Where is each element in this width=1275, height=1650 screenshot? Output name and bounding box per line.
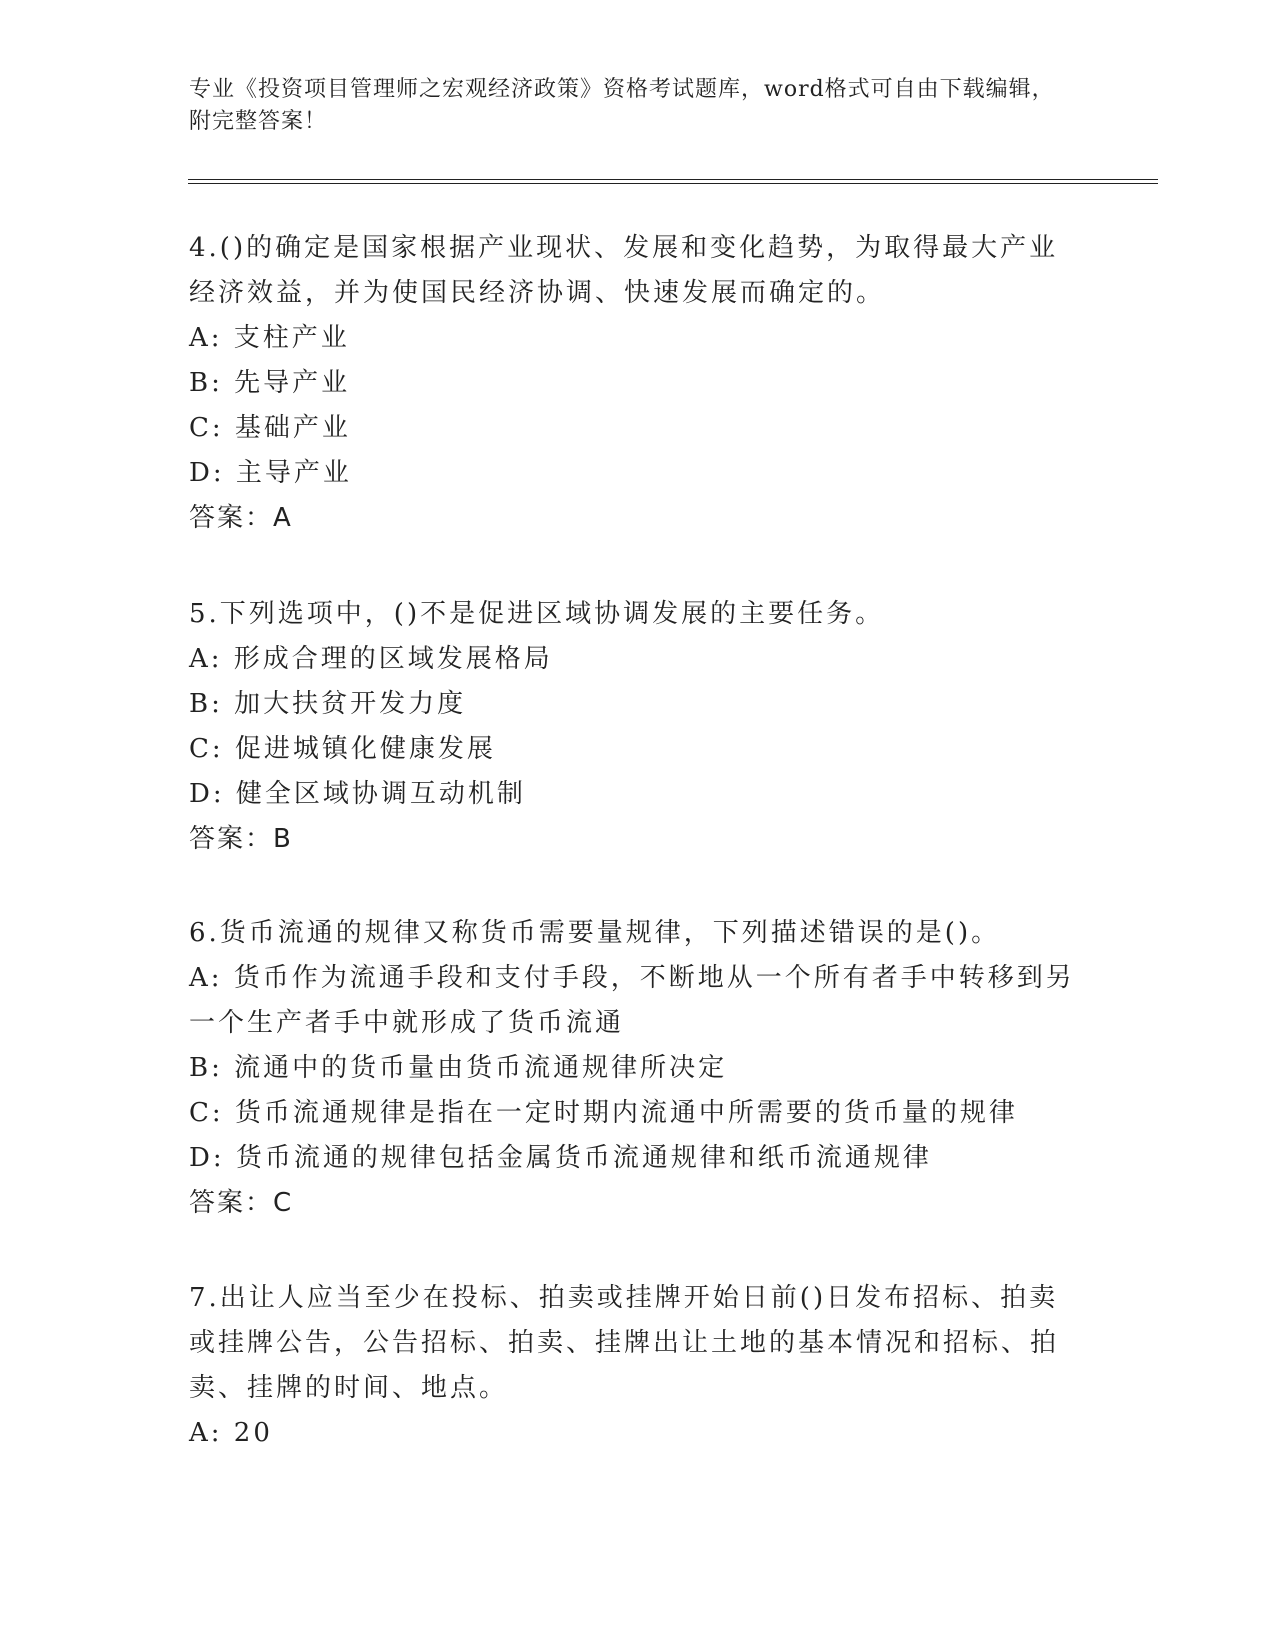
answer-label: 答案：B: [189, 824, 293, 854]
question-stem: 5.下列选项中，()不是促进区域协调发展的主要任务。: [189, 599, 885, 629]
option-b: B: 加大扶贫开发力度: [189, 689, 467, 719]
option-a: A: 20: [189, 1418, 273, 1448]
option-c: C: 基础产业: [189, 413, 351, 443]
option-b: B: 先导产业: [189, 368, 351, 398]
answer-label: 答案：C: [189, 1188, 294, 1218]
question-stem: 4.()的确定是国家根据产业现状、发展和变化趋势，为取得最大产业经济效益，并为使国民经济协调、快速发展而确定的。: [189, 233, 1059, 308]
option-c: C: 促进城镇化健康发展: [189, 734, 496, 764]
question-6: [189, 911, 1079, 1226]
header-text: 专业《投资项目管理师之宏观经济政策》资格考试题库，word格式可自由下载编辑，附完整答案！: [189, 77, 1055, 134]
question-7: [189, 1276, 1079, 1456]
question-4: [189, 226, 1079, 541]
option-a: A: 货币作为流通手段和支付手段，不断地从一个所有者手中转移到另一个生产者手中就形成了货币流通: [189, 963, 1075, 1038]
document-header: [189, 74, 1069, 138]
option-d: D: 货币流通的规律包括金属货币流通规律和纸币流通规律: [189, 1143, 932, 1173]
option-d: D: 健全区域协调互动机制: [189, 779, 526, 809]
question-stem: 7.出让人应当至少在投标、拍卖或挂牌开始日前()日发布招标、拍卖或挂牌公告，公告招标、拍卖、挂牌出让土地的基本情况和招标、拍卖、挂牌的时间、地点。: [189, 1283, 1060, 1403]
header-divider-top: [188, 179, 1158, 180]
header-divider-bottom: [188, 183, 1158, 184]
question-stem: 6.货币流通的规律又称货币需要量规律，下列描述错误的是()。: [189, 918, 1001, 948]
option-a: A: 支柱产业: [189, 323, 350, 353]
question-5: [189, 592, 1079, 862]
option-c: C: 货币流通规律是指在一定时期内流通中所需要的货币量的规律: [189, 1098, 1018, 1128]
option-a: A: 形成合理的区域发展格局: [189, 644, 553, 674]
answer-label: 答案：A: [189, 503, 293, 533]
option-b: B: 流通中的货币量由货币流通规律所决定: [189, 1053, 728, 1083]
option-d: D: 主导产业: [189, 458, 352, 488]
